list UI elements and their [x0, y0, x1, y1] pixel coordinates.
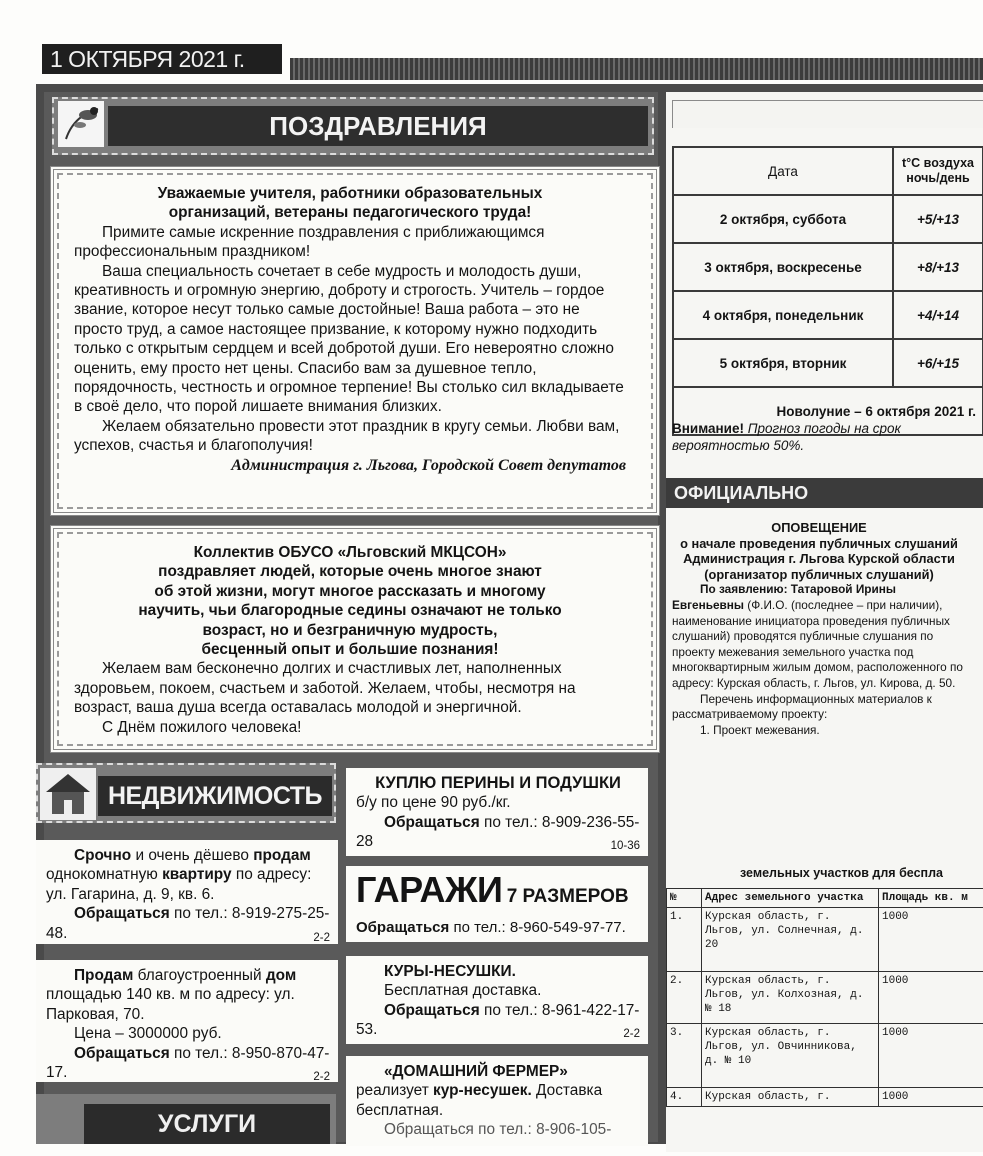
- card2-heading-1: Коллектив ОБУСО «Льговский МКЦСОН»: [193, 544, 507, 561]
- ad-kury-contact-label: Обращаться: [384, 1001, 480, 1019]
- weather-header-box: [672, 100, 983, 128]
- card2-heading-2: поздравляет людей, которые очень многое знают: [158, 563, 542, 581]
- ad-garazhi-subtitle: 7 РАЗМЕРОВ: [506, 886, 629, 907]
- weather-row: [673, 291, 983, 339]
- notice-applicant: По заявлению: Татаровой Ирины Евгеньевны: [672, 582, 896, 612]
- land-row-address: Курская область, г. Льгов, ул. Колхозная, д. № 18: [702, 972, 879, 1024]
- public-hearings-notice: [672, 520, 966, 738]
- card1-signature: Администрация г. Льгова, Городской Совет депутатов: [231, 456, 626, 474]
- services-section-title: УСЛУГИ: [84, 1104, 330, 1144]
- ad-fermer-text-2: Доставка бесплатная.: [356, 1082, 603, 1119]
- notice-body: (Ф.И.О. (последнее – при наличии), наименование инициатора проведения публичных слушаний) проводятся публичные слушания по проекту межевания земельного участка под многоквартирным жилым домом, расположенного по адресу: Курская область, г. Льгов, ул. Кирова, д. 50.: [672, 597, 963, 690]
- ad-garazhi-title: ГАРАЖИ: [356, 869, 503, 910]
- house-sale-ad: [36, 960, 338, 1082]
- ad-periny-text: б/у по цене 90 руб./кг.: [356, 794, 511, 812]
- ad-kvart-contact-label: Обращаться: [74, 905, 170, 923]
- ad-periny-issue-number: 10-36: [610, 840, 640, 853]
- land-row-area: 1000: [879, 972, 983, 1024]
- land-row-address: Курская область, г. Льгов, ул. Солнечная, д. 20: [702, 908, 879, 972]
- land-col-address: Адрес земельного участка: [702, 889, 879, 908]
- card1-paragraph-3: Желаем обязательно провести этот праздник в кругу семьи. Любви вам, успехов, счастья и благополучия!: [74, 417, 620, 455]
- notice-organizer-role: (организатор публичных слушаний): [704, 566, 934, 582]
- ad-fermer-title: «ДОМАШНИЙ ФЕРМЕР»: [384, 1063, 568, 1080]
- realty-section-title: НЕДВИЖИМОСТЬ: [98, 776, 332, 816]
- card1-paragraph-1: Примите самые искренние поздравления с приближающимся профессиональным праздником!: [74, 223, 545, 261]
- ad-periny-contact-label: Обращаться: [384, 813, 480, 831]
- ad-fermer-contact-cut: Обращаться по тел.: 8-906-105-: [384, 1121, 612, 1139]
- header-band: [290, 58, 983, 80]
- notice-subheading: о начале проведения публичных слушаний: [680, 535, 958, 551]
- ad-garazhi-phone: по тел.: 8-960-549-97-77.: [449, 919, 626, 936]
- forecast-warning-text: Прогноз погоды на срок вероятностью 50%.: [672, 421, 901, 453]
- card1-paragraph-2: Ваша специальность сочетает в себе мудрость и молодость души, креативность и огромную энергию, доброту и строгость. Учитель – гордое звание, которое несут только самые достойные! Ваша работа – это не просто труд, а самое настоящее призвание, к которому нужно подходить только с открытым сердцем и всей добротой души. Его невероятно сложно оценить, ему просто нет цены. Спасибо вам за душевное тепло, порядочность, честность и огромное терпение! Вы столько сил вкладываете в своё дело, что порой лишаете внимания близких.: [74, 262, 624, 416]
- ad-dom-phone: по тел.: 8-950-870-47-17.: [46, 1044, 330, 1082]
- land-row-area: 1000: [879, 1024, 983, 1088]
- weather-row: [673, 195, 983, 243]
- notice-materials: Перечень информационных материалов к рассматриваемому проекту:: [672, 691, 932, 722]
- land-table-row: [667, 972, 983, 1024]
- ad-periny-title: КУПЛЮ ПЕРИНЫ И ПОДУШКИ: [375, 774, 621, 792]
- land-table-row: [667, 1088, 983, 1107]
- teachers-greeting-card: [50, 166, 660, 516]
- ad-fermer-text-1: реализует: [356, 1082, 434, 1100]
- apartment-sale-ad: [36, 840, 338, 944]
- card1-heading-1: Уважаемые учителя, работники образовательных: [157, 185, 543, 202]
- land-table-row: [667, 1024, 983, 1088]
- weather-temp: +4/+14: [893, 291, 983, 339]
- weather-row: [673, 243, 983, 291]
- card1-heading-2: организаций, ветераны педагогического труда!: [168, 204, 532, 222]
- notice-heading: ОПОВЕЩЕНИЕ: [771, 520, 867, 535]
- land-table-header: [667, 889, 983, 908]
- weather-header-row: [673, 147, 983, 195]
- card2-heading-6: бесценный опыт и большие познания!: [201, 641, 499, 659]
- ad-kvart-text-1: и очень дёшево: [131, 847, 254, 864]
- ad-kury-text: Бесплатная доставка.: [384, 982, 542, 1000]
- card2-heading-4: научить, чьи благородные седины означают не только: [138, 602, 562, 620]
- card2-heading-5: возраст, но и безграничную мудрость,: [202, 621, 498, 639]
- notice-materials-item: 1. Проект межевания.: [700, 722, 820, 737]
- ad-periny-phone: по тел.: 8-909-236-55-28: [356, 813, 640, 851]
- weather-date: 2 октября, суббота: [673, 195, 893, 243]
- ad-dom-price: Цена – 3000000 руб.: [74, 1025, 222, 1043]
- land-row-area: 1000: [879, 1088, 983, 1107]
- card2-heading-3: об этой жизни, могут многое рассказать и многому: [154, 582, 546, 600]
- land-row-number: 4.: [667, 1088, 702, 1107]
- card2-paragraph-1: Желаем вам бесконечно долгих и счастливых лет, наполненных здоровьем, покоем, счастьем и заботой. Желаем, чтобы, несмотря на возраст, ваша душа всегда оставалась молодой и энергичной.: [74, 660, 576, 717]
- ad-kvart-text-3: по адресу: ул. Гагарина, д. 9, кв. 6.: [46, 866, 312, 903]
- ad-kury-title: КУРЫ-НЕСУШКИ.: [384, 963, 516, 980]
- hens-ad: [346, 956, 648, 1044]
- land-col-number: №: [667, 889, 702, 908]
- ad-dom-word-2: дом: [265, 967, 297, 984]
- weather-temp: +6/+15: [893, 339, 983, 387]
- ad-dom-text-2: площадью 140 кв. м по адресу: ул. Парковая, 70.: [46, 986, 295, 1023]
- ad-garazhi-contact-label: Обращаться: [356, 919, 450, 936]
- ad-kvart-word-2: продам: [253, 847, 311, 864]
- ad-kvart-word-1: Срочно: [74, 847, 132, 864]
- land-row-number: 1.: [667, 908, 702, 972]
- land-plots-table: [666, 888, 983, 1107]
- feather-beds-ad: [346, 768, 648, 856]
- house-icon: [40, 768, 96, 820]
- new-moon-note: Новолуние – 6 октября 2021 г.: [673, 387, 983, 435]
- ad-kvart-word-3: квартиру: [162, 866, 232, 884]
- forecast-warning: [672, 420, 983, 454]
- issue-date: 1 ОКТЯБРЯ 2021 г.: [42, 44, 282, 74]
- land-table-caption: земельных участков для беспла: [740, 866, 943, 880]
- ad-kury-issue-number: 2-2: [623, 1028, 640, 1041]
- land-row-number: 3.: [667, 1024, 702, 1088]
- ad-kvart-text-2: однокомнатную: [46, 866, 163, 884]
- ad-kury-phone: по тел.: 8-961-422-17-53.: [356, 1001, 640, 1039]
- forecast-warning-label: Внимание!: [672, 421, 744, 436]
- weather-temp: +8/+13: [893, 243, 983, 291]
- weather-date: 3 октября, воскресенье: [673, 243, 893, 291]
- weather-col-date: Дата: [673, 147, 893, 195]
- land-table-row: [667, 908, 983, 972]
- ad-dom-issue-number: 2-2: [313, 1071, 330, 1084]
- land-col-area: Площадь кв. м: [879, 889, 983, 908]
- ad-dom-contact-label: Обращаться: [74, 1044, 170, 1062]
- ad-kvart-phone: по тел.: 8-919-275-25-48.: [46, 905, 330, 942]
- weather-date: 5 октября, вторник: [673, 339, 893, 387]
- ad-dom-text-1: благоустроенный: [133, 967, 266, 984]
- land-row-address: Курская область, г. Льгов, ул. Овчинникова, д. № 10: [702, 1024, 879, 1088]
- weather-col-temp: t°C воздуха ночь/день: [893, 147, 983, 195]
- weather-date: 4 октября, понедельник: [673, 291, 893, 339]
- home-farmer-ad: [346, 1056, 648, 1146]
- official-section-title: ОФИЦИАЛЬНО: [666, 478, 983, 508]
- notice-organizer: Администрация г. Льгова Курской области: [683, 551, 955, 567]
- ad-fermer-word-1: кур-несушек.: [433, 1082, 532, 1100]
- flower-icon: [58, 101, 104, 147]
- garages-ad: [346, 866, 648, 942]
- land-row-address: Курская область, г.: [702, 1088, 879, 1107]
- card2-paragraph-2: С Днём пожилого человека!: [102, 718, 302, 736]
- weather-temp: +5/+13: [893, 195, 983, 243]
- ad-dom-word-1: Продам: [74, 967, 134, 984]
- weather-table: [672, 146, 983, 436]
- land-row-number: 2.: [667, 972, 702, 1024]
- congrats-section-title: ПОЗДРАВЛЕНИЯ: [108, 106, 648, 146]
- weather-row: [673, 339, 983, 387]
- land-row-area: 1000: [879, 908, 983, 972]
- elderly-day-greeting-card: [50, 525, 660, 753]
- ad-kvart-issue-number: 2-2: [313, 931, 330, 944]
